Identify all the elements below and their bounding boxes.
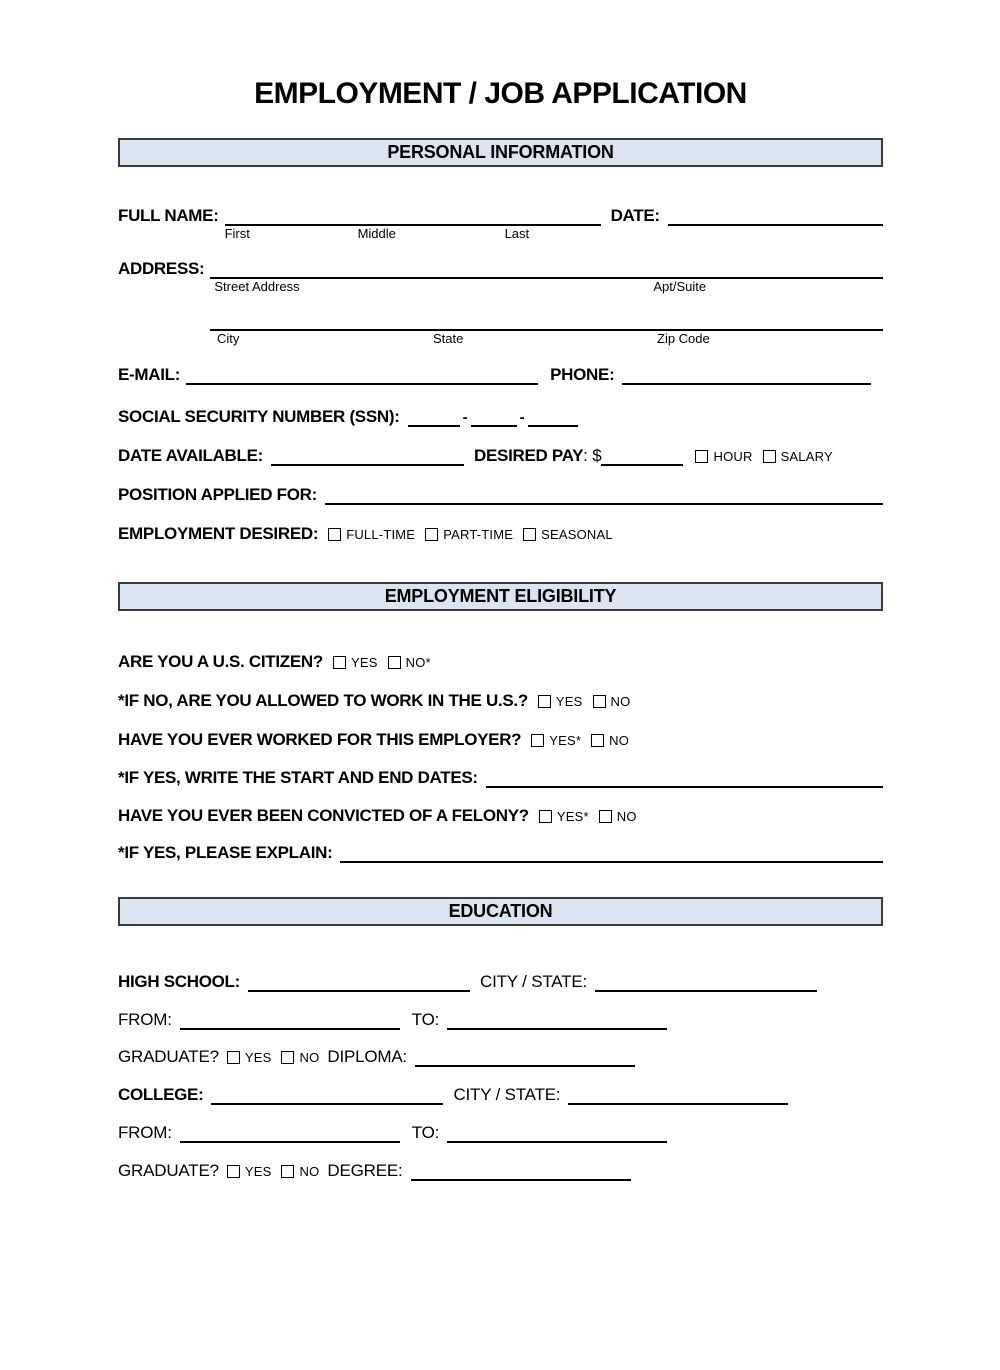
college-label: COLLEGE:	[118, 1085, 204, 1104]
allowed-yes-label: YES	[555, 694, 583, 709]
first-sublabel: First	[224, 226, 250, 241]
citizen-yes-checkbox[interactable]	[333, 656, 346, 669]
allowed-to-work-question-row	[118, 691, 883, 711]
citizen-no-label: NO*	[405, 655, 431, 670]
hs-graduate-yes-label: YES	[244, 1050, 272, 1065]
date-label: DATE:	[610, 206, 660, 225]
worked-no-checkbox[interactable]	[591, 734, 604, 747]
desired-pay-input-line[interactable]	[601, 446, 683, 466]
email-input-line[interactable]	[186, 365, 538, 385]
degree-label: DEGREE:	[327, 1161, 403, 1180]
ssn-part3-input-line[interactable]	[528, 407, 578, 427]
full-time-checkbox-label: FULL-TIME	[346, 527, 416, 542]
high-school-input-line[interactable]	[248, 972, 470, 992]
hs-to-label: TO:	[411, 1010, 440, 1029]
citizen-yes-label: YES	[351, 655, 378, 670]
start-end-dates-input-line[interactable]	[486, 768, 883, 788]
felony-question-label: HAVE YOU EVER BEEN CONVICTED OF A FELONY?	[118, 806, 529, 825]
citizen-question-label: ARE YOU A U.S. CITIZEN?	[118, 652, 323, 671]
section-header-education	[118, 897, 883, 926]
hs-to-input-line[interactable]	[447, 1010, 667, 1030]
ssn-dash-1: -	[462, 409, 468, 426]
phone-input-line[interactable]	[622, 365, 871, 385]
middle-sublabel: Middle	[357, 226, 396, 241]
address-label: ADDRESS:	[118, 259, 205, 278]
salary-checkbox[interactable]	[763, 450, 776, 463]
date-available-input-line[interactable]	[271, 446, 464, 466]
worked-no-label: NO	[609, 733, 630, 748]
college-graduate-yes-checkbox[interactable]	[227, 1165, 240, 1178]
hs-city-state-input-line[interactable]	[595, 972, 817, 992]
city-state-zip-sublabels	[210, 331, 883, 347]
salary-checkbox-label: SALARY	[780, 449, 833, 464]
position-applied-input-line[interactable]	[325, 485, 883, 505]
college-to-label: TO:	[411, 1123, 440, 1142]
state-sublabel: State	[433, 331, 464, 346]
seasonal-checkbox-label: SEASONAL	[541, 527, 613, 542]
worked-for-employer-question-label: HAVE YOU EVER WORKED FOR THIS EMPLOYER?	[118, 730, 522, 749]
date-available-label: DATE AVAILABLE:	[118, 446, 264, 465]
college-graduate-no-checkbox[interactable]	[281, 1165, 294, 1178]
college-graduate-label: GRADUATE?	[118, 1161, 219, 1180]
employment-desired-label: EMPLOYMENT DESIRED:	[118, 524, 319, 543]
full-name-input-line[interactable]	[225, 206, 601, 226]
hs-graduate-yes-checkbox[interactable]	[227, 1051, 240, 1064]
allowed-to-work-question-label: *IF NO, ARE YOU ALLOWED TO WORK IN THE U.S.?	[118, 691, 528, 710]
felony-question-row	[118, 806, 883, 826]
college-from-label: FROM:	[118, 1123, 172, 1142]
college-row	[118, 1085, 883, 1105]
felony-explain-input-line[interactable]	[340, 843, 883, 863]
hs-graduate-no-label: NO	[299, 1050, 320, 1065]
city-sublabel: City	[217, 331, 240, 346]
worked-yes-label: YES*	[549, 733, 582, 748]
hs-from-label: FROM:	[118, 1010, 172, 1029]
desired-pay-label: DESIRED PAY	[474, 446, 584, 465]
college-from-to-row	[118, 1123, 883, 1143]
ssn-part2-input-line[interactable]	[471, 407, 517, 427]
diploma-label: DIPLOMA:	[327, 1047, 408, 1066]
college-graduate-yes-label: YES	[244, 1164, 272, 1179]
section-heading-text: EDUCATION	[448, 901, 553, 921]
ssn-part1-input-line[interactable]	[408, 407, 460, 427]
part-time-checkbox[interactable]	[425, 528, 438, 541]
hour-checkbox-label: HOUR	[713, 449, 753, 464]
date-input-line[interactable]	[668, 206, 883, 226]
full-name-sublabels	[225, 226, 601, 242]
ssn-label: SOCIAL SECURITY NUMBER (SSN):	[118, 407, 400, 426]
citizen-question-row	[118, 652, 883, 672]
ssn-row	[118, 407, 883, 427]
address-row	[118, 259, 883, 294]
worked-for-employer-question-row	[118, 730, 883, 750]
felony-no-label: NO	[616, 809, 637, 824]
seasonal-checkbox[interactable]	[523, 528, 536, 541]
hs-from-input-line[interactable]	[180, 1010, 400, 1030]
street-address-sublabel: Street Address	[214, 279, 300, 294]
hs-graduate-no-checkbox[interactable]	[281, 1051, 294, 1064]
last-sublabel: Last	[504, 226, 530, 241]
felony-explain-row	[118, 843, 883, 863]
college-graduate-no-label: NO	[299, 1164, 320, 1179]
college-city-state-input-line[interactable]	[568, 1085, 788, 1105]
position-applied-label: POSITION APPLIED FOR:	[118, 485, 317, 504]
email-label: E-MAIL:	[118, 365, 181, 384]
college-graduate-row	[118, 1161, 883, 1181]
date-available-desired-pay-row	[118, 446, 883, 466]
zip-code-sublabel: Zip Code	[657, 331, 710, 346]
allowed-yes-checkbox[interactable]	[538, 695, 551, 708]
position-applied-row	[118, 485, 883, 505]
hs-graduate-label: GRADUATE?	[118, 1047, 219, 1066]
section-header-employment-eligibility	[118, 582, 883, 611]
felony-no-checkbox[interactable]	[599, 810, 612, 823]
worked-yes-checkbox[interactable]	[531, 734, 544, 747]
felony-yes-label: YES*	[556, 809, 589, 824]
apt-suite-sublabel: Apt/Suite	[653, 279, 707, 294]
felony-explain-label: *IF YES, PLEASE EXPLAIN:	[118, 843, 333, 862]
section-header-personal-information	[118, 138, 883, 167]
employment-desired-row	[118, 524, 883, 544]
full-name-label: FULL NAME:	[118, 206, 219, 225]
part-time-checkbox-label: PART-TIME	[443, 527, 514, 542]
diploma-input-line[interactable]	[415, 1047, 635, 1067]
city-state-zip-field	[210, 311, 883, 346]
high-school-label: HIGH SCHOOL:	[118, 972, 241, 991]
section-heading-text: EMPLOYMENT ELIGIBILITY	[384, 586, 617, 606]
full-time-checkbox[interactable]	[328, 528, 341, 541]
section-heading-text: PERSONAL INFORMATION	[387, 142, 614, 162]
hs-city-state-label: CITY / STATE:	[480, 972, 587, 991]
page-title: EMPLOYMENT / JOB APPLICATION	[254, 77, 747, 110]
felony-yes-checkbox[interactable]	[539, 810, 552, 823]
street-address-input-line[interactable]	[210, 259, 883, 279]
hour-checkbox[interactable]	[695, 450, 708, 463]
city-state-zip-input-line[interactable]	[210, 311, 883, 331]
hs-from-to-row	[118, 1010, 883, 1030]
allowed-no-checkbox[interactable]	[593, 695, 606, 708]
citizen-no-checkbox[interactable]	[388, 656, 401, 669]
allowed-no-label: NO	[610, 694, 631, 709]
city-state-zip-row	[118, 311, 883, 346]
college-input-line[interactable]	[211, 1085, 443, 1105]
full-name-field	[224, 206, 601, 241]
full-name-row	[118, 206, 883, 241]
college-from-input-line[interactable]	[180, 1123, 400, 1143]
high-school-row	[118, 972, 883, 992]
desired-pay-dollar-prefix: : $	[583, 446, 602, 465]
college-to-input-line[interactable]	[447, 1123, 667, 1143]
form-page	[0, 76, 1000, 1181]
college-city-state-label: CITY / STATE:	[453, 1085, 561, 1104]
street-address-field	[210, 259, 883, 294]
phone-label: PHONE:	[550, 365, 615, 384]
start-end-dates-row	[118, 768, 883, 788]
start-end-dates-label: *IF YES, WRITE THE START AND END DATES:	[118, 768, 478, 787]
hs-graduate-row	[118, 1047, 883, 1067]
email-phone-row	[118, 365, 883, 385]
degree-input-line[interactable]	[411, 1161, 631, 1181]
address-sublabels	[210, 279, 883, 295]
ssn-dash-2: -	[519, 409, 525, 426]
